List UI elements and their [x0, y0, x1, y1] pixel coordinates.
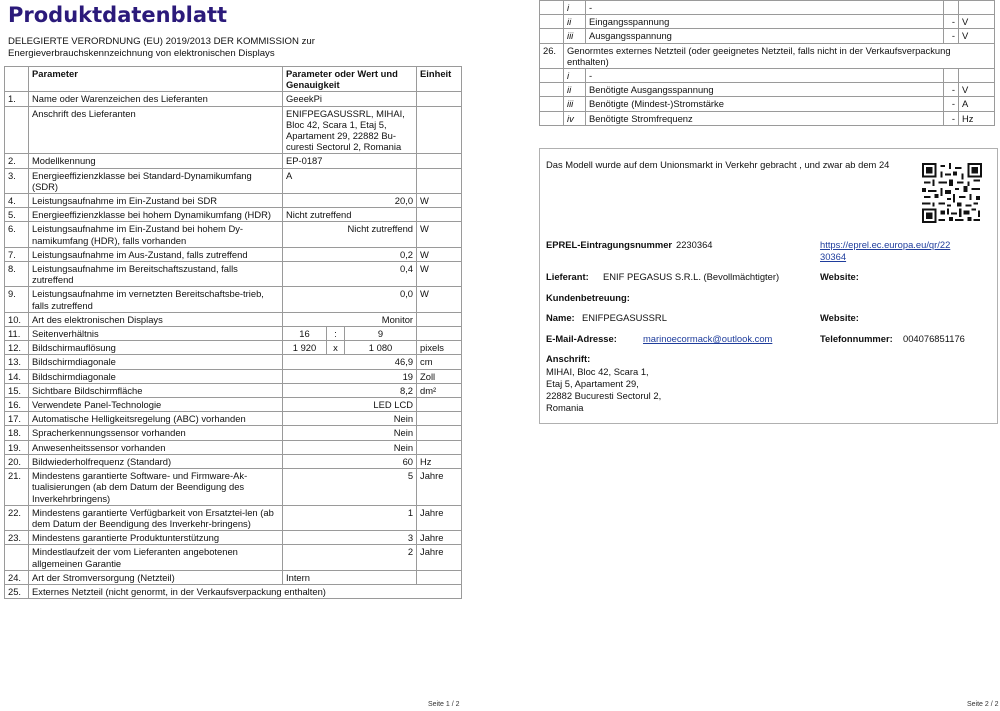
row-roman-number: iii — [564, 97, 586, 111]
table-row — [5, 412, 462, 426]
row-value-part: 9 — [345, 327, 417, 341]
row-parameter: Verwendete Panel-Technologie — [29, 398, 283, 412]
row-number: 8. — [5, 262, 29, 287]
row-number: 6. — [5, 222, 29, 247]
row-unit: pixels — [417, 341, 462, 355]
row-number: 26. — [540, 43, 564, 68]
table-row — [5, 287, 462, 312]
table-row — [5, 355, 462, 369]
page-title: Produktdatenblatt — [8, 3, 228, 27]
row-parameter: Name oder Warenzeichen des Lieferanten — [29, 92, 283, 106]
row-parameter: Art des elektronischen Displays — [29, 312, 283, 326]
email-link[interactable]: marinoecormack@outlook.com — [643, 333, 773, 344]
row-unit — [417, 412, 462, 426]
row-value: 19 — [283, 369, 417, 383]
table-row — [5, 545, 462, 570]
row-value: 8,2 — [283, 383, 417, 397]
table-row — [5, 312, 462, 326]
row-parameter: - — [586, 1, 944, 15]
row-number: 5. — [5, 208, 29, 222]
address-line: Romania — [546, 402, 584, 413]
row-indent — [540, 111, 564, 125]
row-value: Intern — [283, 570, 417, 584]
row-value: 0,2 — [283, 247, 417, 261]
row-value: Nein — [283, 440, 417, 454]
table-row — [5, 469, 462, 506]
row-parameter: Automatische Helligkeitsregelung (ABC) vorhanden — [29, 412, 283, 426]
name-label: Name: — [546, 312, 575, 323]
row-unit — [417, 398, 462, 412]
row-value: Nein — [283, 412, 417, 426]
table-row — [5, 154, 462, 168]
row-indent — [540, 1, 564, 15]
row-unit: W — [417, 287, 462, 312]
row-value: 5 — [283, 469, 417, 506]
table-row — [540, 97, 995, 111]
table-row — [5, 327, 462, 341]
row-number: 14. — [5, 369, 29, 383]
row-number: 12. — [5, 341, 29, 355]
row-number: 16. — [5, 398, 29, 412]
eprel-link-line2[interactable]: 30364 — [820, 250, 847, 262]
row-roman-number: ii — [564, 83, 586, 97]
table-row — [5, 262, 462, 287]
header-unit: Einheit — [417, 67, 462, 92]
supplier-info-box — [539, 148, 998, 424]
row-value — [944, 69, 959, 83]
row-parameter: Mindestens garantierte Produktunterstützung — [29, 531, 283, 545]
row-number: 10. — [5, 312, 29, 326]
table-row — [5, 341, 462, 355]
row-parameter: Mindestens garantierte Verfügbarkeit von Ersatztei-len (ab dem Datum der Beendigung des Inverkehr-bringens) — [29, 505, 283, 530]
row-parameter: Art der Stromversorgung (Netzteil) — [29, 570, 283, 584]
row-parameter: Bildschirmdiagonale — [29, 369, 283, 383]
datasheet-page-2 — [535, 0, 1000, 711]
row-number: 15. — [5, 383, 29, 397]
row-parameter: Genormtes externes Netzteil (oder geeignetes Netzteil, falls nicht in der Verkaufsverpackung enthalten) — [564, 43, 995, 68]
row-value: 20,0 — [283, 194, 417, 208]
row-unit — [417, 426, 462, 440]
row-indent — [540, 83, 564, 97]
row-number: 18. — [5, 426, 29, 440]
row-unit: W — [417, 194, 462, 208]
row-value: 1 — [283, 505, 417, 530]
row-value: 0,0 — [283, 287, 417, 312]
table-row — [540, 29, 995, 43]
row-parameter: Benötigte Stromfrequenz — [586, 111, 944, 125]
table-row — [540, 15, 995, 29]
row-unit: Hz — [417, 454, 462, 468]
email-label: E-Mail-Adresse: — [546, 333, 617, 344]
row-parameter: - — [586, 69, 944, 83]
row-parameter: Energieeffizienzklasse bei Standard-Dynamikumfang (SDR) — [29, 168, 283, 193]
row-unit — [417, 208, 462, 222]
datasheet-page-1 — [0, 0, 465, 711]
table-row — [5, 92, 462, 106]
row-value-separator: x — [327, 341, 345, 355]
row-parameter: Mindestlaufzeit der vom Lieferanten angebotenen allgemeinen Garantie — [29, 545, 283, 570]
phone-label: Telefonnummer: — [820, 333, 893, 344]
row-number: 9. — [5, 287, 29, 312]
address-line: MIHAI, Bloc 42, Scara 1, — [546, 366, 649, 377]
row-unit — [959, 1, 995, 15]
row-value: LED LCD — [283, 398, 417, 412]
table-row — [5, 440, 462, 454]
row-indent — [540, 29, 564, 43]
row-number: 24. — [5, 570, 29, 584]
row-unit — [417, 570, 462, 584]
row-parameter: Energieeffizienzklasse bei hohem Dynamikumfang (HDR) — [29, 208, 283, 222]
market-intro-text: Das Modell wurde auf dem Unionsmarkt in Verkehr gebracht , und zwar ab dem 24 — [546, 159, 890, 170]
row-value-part: 1 080 — [345, 341, 417, 355]
row-unit: Jahre — [417, 505, 462, 530]
row-unit: Zoll — [417, 369, 462, 383]
row-number: 4. — [5, 194, 29, 208]
table-row — [5, 208, 462, 222]
table-row — [5, 106, 462, 154]
header-parameter: Parameter — [29, 67, 283, 92]
row-unit: A — [959, 97, 995, 111]
row-parameter: Benötigte Ausgangsspannung — [586, 83, 944, 97]
table-row — [5, 570, 462, 584]
row-number: 17. — [5, 412, 29, 426]
page-number: Seite 1 / 2 — [428, 701, 460, 708]
row-value-part: 16 — [283, 327, 327, 341]
row-value: Monitor — [283, 312, 417, 326]
table-row — [5, 426, 462, 440]
row-value: A — [283, 168, 417, 193]
table-row — [5, 222, 462, 247]
row-value: - — [944, 111, 959, 125]
row-unit: V — [959, 83, 995, 97]
row-number: 19. — [5, 440, 29, 454]
row-unit — [417, 92, 462, 106]
row-parameter: Modellkennung — [29, 154, 283, 168]
row-unit — [959, 69, 995, 83]
customer-service-label: Kundenbetreuung: — [546, 292, 630, 303]
address-line: 22882 Bucuresti Sectorul 2, — [546, 390, 662, 401]
table-row — [5, 454, 462, 468]
parameter-table — [4, 66, 462, 599]
row-number: 2. — [5, 154, 29, 168]
row-number: 21. — [5, 469, 29, 506]
row-unit: V — [959, 15, 995, 29]
row-number: 3. — [5, 168, 29, 193]
row-number: 13. — [5, 355, 29, 369]
row-indent — [540, 97, 564, 111]
row-value-part: 1 920 — [283, 341, 327, 355]
row-parameter: Leistungsaufnahme im vernetzten Bereitschaftsbe-trieb, falls zutreffend — [29, 287, 283, 312]
row-value: Nicht zutreffend — [283, 208, 417, 222]
row-parameter: Ausgangsspannung — [586, 29, 944, 43]
row-parameter: Leistungsaufnahme im Bereitschaftszustand, falls zutreffend — [29, 262, 283, 287]
table-row — [5, 247, 462, 261]
row-unit: cm — [417, 355, 462, 369]
row-roman-number: ii — [564, 15, 586, 29]
row-value: - — [944, 15, 959, 29]
row-value: 2 — [283, 545, 417, 570]
row-parameter: Anschrift des Lieferanten — [29, 106, 283, 154]
row-unit — [417, 312, 462, 326]
table-row — [5, 194, 462, 208]
row-unit: Jahre — [417, 469, 462, 506]
supplier-value: ENIF PEGASUS S.R.L. (Bevollmächtigter) — [603, 271, 780, 282]
row-parameter: Benötigte (Mindest-)Stromstärke — [586, 97, 944, 111]
row-unit: W — [417, 262, 462, 287]
table-row — [5, 584, 462, 598]
regulation-subtitle: DELEGIERTE VERORDNUNG (EU) 2019/2013 DER KOMMISSION zur Energieverbrauchskennzeichnung von elektronischen Displays — [8, 36, 315, 60]
eprel-value: 2230364 — [676, 239, 713, 250]
row-value: 60 — [283, 454, 417, 468]
row-number — [5, 545, 29, 570]
row-parameter: Leistungsaufnahme im Ein-Zustand bei SDR — [29, 194, 283, 208]
phone-value: 004076851176 — [903, 333, 965, 344]
table-row — [5, 531, 462, 545]
row-number — [5, 106, 29, 154]
row-parameter: Bildschirmauflösung — [29, 341, 283, 355]
header-number — [5, 67, 29, 92]
eprel-link[interactable] — [820, 239, 950, 263]
address-line: Etaj 5, Apartament 29, — [546, 378, 639, 389]
row-parameter: Leistungsaufnahme im Ein-Zustand bei hohem Dy-namikumfang (HDR), falls vorhanden — [29, 222, 283, 247]
row-unit: Jahre — [417, 531, 462, 545]
row-unit: Hz — [959, 111, 995, 125]
table-row — [5, 369, 462, 383]
table-row — [540, 83, 995, 97]
row-unit: dm² — [417, 383, 462, 397]
row-unit — [417, 440, 462, 454]
row-indent — [540, 69, 564, 83]
table-row — [540, 1, 995, 15]
row-unit: W — [417, 247, 462, 261]
row-value — [944, 1, 959, 15]
row-parameter: Eingangsspannung — [586, 15, 944, 29]
power-supply-table — [539, 0, 995, 126]
row-parameter: Seitenverhältnis — [29, 327, 283, 341]
qr-code-icon — [922, 163, 982, 223]
row-value: ENIFPEGASUSSRL, MIHAI, Bloc 42, Scara 1, Etaj 5, Apartament 29, 22882 Bu-curesti Sectorul 2, Romania — [283, 106, 417, 154]
table-row — [5, 398, 462, 412]
row-number: 7. — [5, 247, 29, 261]
row-roman-number: iii — [564, 29, 586, 43]
row-value: Nicht zutreffend — [283, 222, 417, 247]
row-indent — [540, 15, 564, 29]
row-unit: Jahre — [417, 545, 462, 570]
row-roman-number: i — [564, 69, 586, 83]
supplier-label: Lieferant: — [546, 271, 589, 282]
row-number: 23. — [5, 531, 29, 545]
eprel-label: EPREL-Eintragungsnummer — [546, 239, 673, 250]
row-value: EP-0187 — [283, 154, 417, 168]
address-label: Anschrift: — [546, 353, 591, 364]
row-number: 20. — [5, 454, 29, 468]
row-roman-number: iv — [564, 111, 586, 125]
row-roman-number: i — [564, 1, 586, 15]
row-unit — [417, 106, 462, 154]
row-unit: W — [417, 222, 462, 247]
row-value: - — [944, 83, 959, 97]
row-value: Nein — [283, 426, 417, 440]
row-value: - — [944, 97, 959, 111]
row-number: 25. — [5, 584, 29, 598]
row-number: 22. — [5, 505, 29, 530]
row-parameter: Mindestens garantierte Software- und Firmware-Ak-tualisierungen (ab dem Datum der Beendigung des Inverkehrbringens) — [29, 469, 283, 506]
row-parameter: Externes Netzteil (nicht genormt, in der Verkaufsverpackung enthalten) — [29, 584, 462, 598]
row-parameter: Bildwiederholfrequenz (Standard) — [29, 454, 283, 468]
name-value: ENIFPEGASUSSRL — [582, 312, 667, 323]
row-number: 1. — [5, 92, 29, 106]
row-parameter: Anwesenheitssensor vorhanden — [29, 440, 283, 454]
row-number: 11. — [5, 327, 29, 341]
row-value: GeeekPi — [283, 92, 417, 106]
table-row — [5, 383, 462, 397]
table-row — [5, 505, 462, 530]
website-label-supplier: Website: — [820, 271, 859, 282]
table-row — [540, 43, 995, 68]
table-row — [540, 69, 995, 83]
table-row — [540, 111, 995, 125]
row-unit — [417, 154, 462, 168]
row-value-separator: : — [327, 327, 345, 341]
row-unit: V — [959, 29, 995, 43]
eprel-link-line1[interactable]: https://eprel.ec.europa.eu/qr/22 — [820, 239, 951, 250]
table-row — [5, 168, 462, 193]
row-value: 0,4 — [283, 262, 417, 287]
row-unit — [417, 327, 462, 341]
page-number: Seite 2 / 2 — [967, 701, 999, 708]
row-parameter: Spracherkennungssensor vorhanden — [29, 426, 283, 440]
header-value: Parameter oder Wert und Genauigkeit — [283, 67, 417, 92]
website-label-service: Website: — [820, 312, 859, 323]
row-value: 46,9 — [283, 355, 417, 369]
row-value: 3 — [283, 531, 417, 545]
row-parameter: Bildschirmdiagonale — [29, 355, 283, 369]
row-parameter: Sichtbare Bildschirmfläche — [29, 383, 283, 397]
row-value: - — [944, 29, 959, 43]
row-parameter: Leistungsaufnahme im Aus-Zustand, falls zutreffend — [29, 247, 283, 261]
row-unit — [417, 168, 462, 193]
